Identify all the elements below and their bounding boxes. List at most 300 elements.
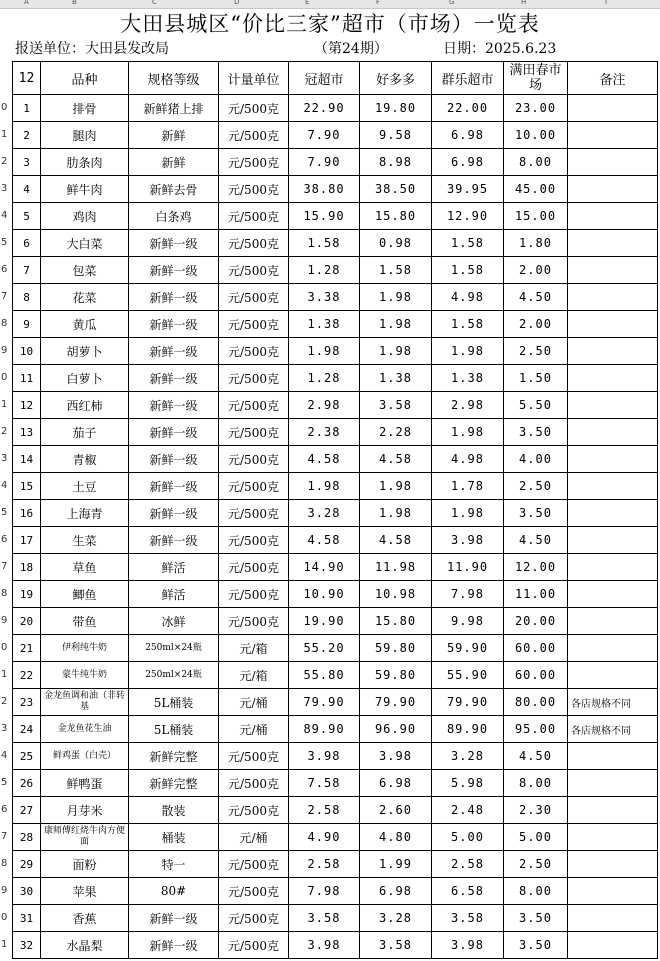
store4-price-cell[interactable]: 2.50 [504,338,568,365]
unit-cell[interactable]: 元/箱 [219,635,289,662]
grade-cell[interactable]: 新鲜一级 [129,392,219,419]
store3-price-cell[interactable]: 12.90 [432,203,504,230]
store3-price-cell[interactable]: 1.98 [432,338,504,365]
store4-price-cell[interactable]: 60.00 [504,635,568,662]
store3-price-cell[interactable]: 3.98 [432,932,504,959]
grade-cell[interactable]: 新鲜一级 [129,257,219,284]
variety-cell[interactable]: 草鱼 [41,554,129,581]
store3-price-cell[interactable]: 1.78 [432,473,504,500]
note-cell[interactable] [568,797,658,824]
store3-price-cell[interactable]: 79.90 [432,689,504,716]
row-number[interactable]: 8 [1,858,8,869]
row-index-cell[interactable]: 13 [13,419,41,446]
variety-cell[interactable]: 生菜 [41,527,129,554]
store1-price-cell[interactable]: 1.98 [289,473,360,500]
store4-price-cell[interactable]: 80.00 [504,689,568,716]
unit-cell[interactable]: 元/500克 [219,770,289,797]
store1-price-cell[interactable]: 19.90 [289,608,360,635]
variety-cell[interactable]: 胡萝卜 [41,338,129,365]
variety-cell[interactable]: 面粉 [41,851,129,878]
note-cell[interactable] [568,473,658,500]
unit-cell[interactable]: 元/箱 [219,662,289,689]
store1-price-cell[interactable]: 3.58 [289,905,360,932]
store1-price-cell[interactable]: 14.90 [289,554,360,581]
row-number[interactable]: 2 [1,696,8,707]
row-number[interactable]: 7 [1,291,8,302]
unit-cell[interactable]: 元/500克 [219,851,289,878]
store3-price-cell[interactable]: 5.98 [432,770,504,797]
variety-cell[interactable]: 青椒 [41,446,129,473]
store1-price-cell[interactable]: 2.58 [289,797,360,824]
store4-price-cell[interactable]: 2.00 [504,311,568,338]
row-number[interactable]: 1 [1,669,8,680]
store3-price-cell[interactable]: 1.38 [432,365,504,392]
header-store3[interactable]: 群乐超市 [432,62,504,95]
store2-price-cell[interactable]: 1.98 [360,338,432,365]
row-index-cell[interactable]: 24 [13,716,41,743]
variety-cell[interactable]: 苹果 [41,878,129,905]
unit-cell[interactable]: 元/桶 [219,689,289,716]
store3-price-cell[interactable]: 4.98 [432,284,504,311]
unit-cell[interactable]: 元/500克 [219,338,289,365]
column-letter-e[interactable]: E [305,0,310,6]
store3-price-cell[interactable]: 3.98 [432,527,504,554]
unit-cell[interactable]: 元/500克 [219,95,289,122]
unit-cell[interactable]: 元/500克 [219,419,289,446]
store4-price-cell[interactable]: 2.50 [504,473,568,500]
column-letter-c[interactable]: C [152,0,157,6]
row-number[interactable]: 9 [1,345,8,356]
store1-price-cell[interactable]: 7.90 [289,122,360,149]
variety-cell[interactable]: 金龙鱼调和油（非转基 [41,689,129,716]
row-number[interactable]: 5 [1,237,8,248]
note-cell[interactable] [568,149,658,176]
row-index-cell[interactable]: 20 [13,608,41,635]
header-store1[interactable]: 冠超市 [289,62,360,95]
grade-cell[interactable]: 新鲜一级 [129,905,219,932]
header-store2[interactable]: 好多多 [360,62,432,95]
note-cell[interactable] [568,581,658,608]
store1-price-cell[interactable]: 3.38 [289,284,360,311]
store1-price-cell[interactable]: 38.80 [289,176,360,203]
variety-cell[interactable]: 西红柿 [41,392,129,419]
store4-price-cell[interactable]: 2.30 [504,797,568,824]
column-letter-h[interactable]: H [521,0,527,6]
variety-cell[interactable]: 鲜牛肉 [41,176,129,203]
store4-price-cell[interactable]: 2.00 [504,257,568,284]
row-index-cell[interactable]: 8 [13,284,41,311]
row-number[interactable]: 4 [1,210,8,221]
note-cell[interactable] [568,446,658,473]
note-cell[interactable] [568,338,658,365]
row-number[interactable]: 2 [1,156,8,167]
store3-price-cell[interactable]: 1.98 [432,419,504,446]
row-number[interactable]: 5 [1,507,8,518]
variety-cell[interactable]: 腿肉 [41,122,129,149]
store1-price-cell[interactable]: 3.98 [289,932,360,959]
unit-cell[interactable]: 元/500克 [219,365,289,392]
row-number[interactable]: 7 [1,831,8,842]
unit-cell[interactable]: 元/500克 [219,392,289,419]
store3-price-cell[interactable]: 22.00 [432,95,504,122]
grade-cell[interactable]: 5L桶装 [129,689,219,716]
variety-cell[interactable]: 排骨 [41,95,129,122]
store4-price-cell[interactable]: 15.00 [504,203,568,230]
store1-price-cell[interactable]: 1.28 [289,257,360,284]
grade-cell[interactable]: 鲜活 [129,554,219,581]
store2-price-cell[interactable]: 8.98 [360,149,432,176]
row-index-cell[interactable]: 25 [13,743,41,770]
store1-price-cell[interactable]: 22.90 [289,95,360,122]
store2-price-cell[interactable]: 96.90 [360,716,432,743]
store4-price-cell[interactable]: 3.50 [504,905,568,932]
variety-cell[interactable]: 水晶梨 [41,932,129,959]
store2-price-cell[interactable]: 3.58 [360,932,432,959]
store1-price-cell[interactable]: 3.98 [289,743,360,770]
header-note[interactable]: 备注 [568,62,658,95]
grade-cell[interactable]: 散装 [129,797,219,824]
note-cell[interactable] [568,284,658,311]
store2-price-cell[interactable]: 4.58 [360,446,432,473]
store1-price-cell[interactable]: 7.58 [289,770,360,797]
row-index-cell[interactable]: 1 [13,95,41,122]
grade-cell[interactable]: 新鲜一级 [129,446,219,473]
store2-price-cell[interactable]: 3.98 [360,743,432,770]
store4-price-cell[interactable]: 5.00 [504,824,568,851]
store3-price-cell[interactable]: 89.90 [432,716,504,743]
column-letter-a[interactable]: A [24,0,29,6]
store2-price-cell[interactable]: 0.98 [360,230,432,257]
row-index-cell[interactable]: 6 [13,230,41,257]
variety-cell[interactable]: 鸡肉 [41,203,129,230]
store3-price-cell[interactable]: 2.98 [432,392,504,419]
unit-cell[interactable]: 元/500克 [219,311,289,338]
variety-cell[interactable]: 白萝卜 [41,365,129,392]
unit-cell[interactable]: 元/500克 [219,527,289,554]
store3-price-cell[interactable]: 9.98 [432,608,504,635]
unit-cell[interactable]: 元/500克 [219,608,289,635]
variety-cell[interactable]: 伊利纯牛奶 [41,635,129,662]
store2-price-cell[interactable]: 1.98 [360,500,432,527]
store4-price-cell[interactable]: 2.50 [504,851,568,878]
variety-cell[interactable]: 肋条肉 [41,149,129,176]
grade-cell[interactable]: 特一 [129,851,219,878]
row-index-cell[interactable]: 29 [13,851,41,878]
row-number[interactable]: 6 [1,534,8,545]
variety-cell[interactable]: 茄子 [41,419,129,446]
variety-cell[interactable]: 上海青 [41,500,129,527]
unit-cell[interactable]: 元/500克 [219,203,289,230]
row-number[interactable]: 3 [1,183,8,194]
note-cell[interactable] [568,392,658,419]
store3-price-cell[interactable]: 55.90 [432,662,504,689]
row-index-cell[interactable]: 16 [13,500,41,527]
store4-price-cell[interactable]: 4.50 [504,284,568,311]
row-number[interactable]: 1 [1,939,8,950]
note-cell[interactable] [568,122,658,149]
row-number[interactable]: 4 [1,750,8,761]
grade-cell[interactable]: 新鲜猪上排 [129,95,219,122]
unit-cell[interactable]: 元/500克 [219,878,289,905]
row-number[interactable]: 8 [1,318,8,329]
row-index-cell[interactable]: 2 [13,122,41,149]
store2-price-cell[interactable]: 15.80 [360,203,432,230]
store4-price-cell[interactable]: 1.80 [504,230,568,257]
store2-price-cell[interactable]: 1.98 [360,473,432,500]
row-number[interactable]: 5 [1,777,8,788]
row-index-cell[interactable]: 30 [13,878,41,905]
row-number[interactable]: 9 [1,885,8,896]
column-letter-b[interactable]: B [72,0,77,6]
store1-price-cell[interactable]: 79.90 [289,689,360,716]
store1-price-cell[interactable]: 2.98 [289,392,360,419]
note-cell[interactable] [568,176,658,203]
store1-price-cell[interactable]: 4.90 [289,824,360,851]
variety-cell[interactable]: 金龙鱼花生油 [41,716,129,743]
store1-price-cell[interactable]: 7.90 [289,149,360,176]
row-index-cell[interactable]: 3 [13,149,41,176]
row-index-cell[interactable]: 17 [13,527,41,554]
grade-cell[interactable]: 新鲜一级 [129,473,219,500]
store2-price-cell[interactable]: 2.60 [360,797,432,824]
grade-cell[interactable]: 新鲜一级 [129,365,219,392]
store1-price-cell[interactable]: 10.90 [289,581,360,608]
store1-price-cell[interactable]: 15.90 [289,203,360,230]
note-cell[interactable] [568,554,658,581]
note-cell[interactable] [568,824,658,851]
row-number[interactable]: 1 [1,129,8,140]
row-index-cell[interactable]: 18 [13,554,41,581]
note-cell[interactable] [568,851,658,878]
note-cell[interactable]: 各店规格不同 [568,689,658,716]
column-letter-i[interactable]: I [605,0,608,6]
unit-cell[interactable]: 元/500克 [219,554,289,581]
store2-price-cell[interactable]: 15.80 [360,608,432,635]
store2-price-cell[interactable]: 9.58 [360,122,432,149]
store3-price-cell[interactable]: 39.95 [432,176,504,203]
unit-cell[interactable]: 元/500克 [219,230,289,257]
grade-cell[interactable]: 新鲜一级 [129,527,219,554]
note-cell[interactable] [568,230,658,257]
row-index-cell[interactable]: 9 [13,311,41,338]
grade-cell[interactable]: 新鲜完整 [129,743,219,770]
note-cell[interactable] [568,743,658,770]
row-index-cell[interactable]: 22 [13,662,41,689]
store1-price-cell[interactable]: 1.58 [289,230,360,257]
row-index-cell[interactable]: 5 [13,203,41,230]
variety-cell[interactable]: 土豆 [41,473,129,500]
store4-price-cell[interactable]: 11.00 [504,581,568,608]
row-index-cell[interactable]: 7 [13,257,41,284]
grade-cell[interactable]: 新鲜 [129,122,219,149]
grade-cell[interactable]: 5L桶装 [129,716,219,743]
header-grade[interactable]: 规格等级 [129,62,219,95]
store3-price-cell[interactable]: 2.48 [432,797,504,824]
store4-price-cell[interactable]: 23.00 [504,95,568,122]
store4-price-cell[interactable]: 60.00 [504,662,568,689]
store3-price-cell[interactable]: 4.98 [432,446,504,473]
variety-cell[interactable]: 香蕉 [41,905,129,932]
store1-price-cell[interactable]: 2.58 [289,851,360,878]
unit-cell[interactable]: 元/500克 [219,149,289,176]
grade-cell[interactable]: 新鲜一级 [129,311,219,338]
row-number[interactable]: 6 [1,804,8,815]
note-cell[interactable] [568,770,658,797]
note-cell[interactable] [568,932,658,959]
unit-cell[interactable]: 元/500克 [219,581,289,608]
store4-price-cell[interactable]: 10.00 [504,122,568,149]
store4-price-cell[interactable]: 8.00 [504,878,568,905]
note-cell[interactable] [568,257,658,284]
unit-cell[interactable]: 元/500克 [219,743,289,770]
store3-price-cell[interactable]: 5.00 [432,824,504,851]
unit-cell[interactable]: 元/500克 [219,932,289,959]
store3-price-cell[interactable]: 7.98 [432,581,504,608]
row-number[interactable]: 4 [1,480,8,491]
store2-price-cell[interactable]: 38.50 [360,176,432,203]
row-number[interactable]: 7 [1,561,8,572]
store2-price-cell[interactable]: 10.98 [360,581,432,608]
variety-cell[interactable]: 鲜鸭蛋 [41,770,129,797]
column-letter-d[interactable]: D [234,0,240,6]
row-index-cell[interactable]: 4 [13,176,41,203]
store4-price-cell[interactable]: 3.50 [504,500,568,527]
unit-cell[interactable]: 元/500克 [219,176,289,203]
variety-cell[interactable]: 月芽米 [41,797,129,824]
row-number[interactable]: 0 [1,372,8,383]
note-cell[interactable] [568,500,658,527]
variety-cell[interactable]: 花菜 [41,284,129,311]
grade-cell[interactable]: 白条鸡 [129,203,219,230]
row-index-cell[interactable]: 10 [13,338,41,365]
note-cell[interactable]: 各店规格不同 [568,716,658,743]
grade-cell[interactable]: 新鲜去骨 [129,176,219,203]
store3-price-cell[interactable]: 11.90 [432,554,504,581]
row-number[interactable]: 3 [1,453,8,464]
row-number[interactable]: 1 [1,399,8,410]
variety-cell[interactable]: 蒙牛纯牛奶 [41,662,129,689]
grade-cell[interactable]: 桶装 [129,824,219,851]
store3-price-cell[interactable]: 1.58 [432,257,504,284]
row-index-cell[interactable]: 19 [13,581,41,608]
variety-cell[interactable]: 包菜 [41,257,129,284]
grade-cell[interactable]: 新鲜一级 [129,932,219,959]
store3-price-cell[interactable]: 1.98 [432,500,504,527]
row-index-cell[interactable]: 21 [13,635,41,662]
store2-price-cell[interactable]: 3.28 [360,905,432,932]
unit-cell[interactable]: 元/500克 [219,905,289,932]
note-cell[interactable] [568,635,658,662]
unit-cell[interactable]: 元/500克 [219,446,289,473]
note-cell[interactable] [568,905,658,932]
note-cell[interactable] [568,608,658,635]
row-index-cell[interactable]: 11 [13,365,41,392]
variety-cell[interactable]: 鲜鸡蛋（白壳） [41,743,129,770]
grade-cell[interactable]: 250ml×24瓶 [129,635,219,662]
grade-cell[interactable]: 250ml×24瓶 [129,662,219,689]
unit-cell[interactable]: 元/500克 [219,500,289,527]
store4-price-cell[interactable]: 4.50 [504,743,568,770]
store2-price-cell[interactable]: 19.80 [360,95,432,122]
row-number[interactable]: 8 [1,588,8,599]
column-letter-g[interactable]: G [449,0,455,6]
note-cell[interactable] [568,662,658,689]
row-index-cell[interactable]: 28 [13,824,41,851]
note-cell[interactable] [568,527,658,554]
note-cell[interactable] [568,878,658,905]
row-index-cell[interactable]: 26 [13,770,41,797]
grade-cell[interactable]: 鲜活 [129,581,219,608]
store1-price-cell[interactable]: 55.80 [289,662,360,689]
variety-cell[interactable]: 康师傅红烧牛肉方便面 [41,824,129,851]
row-number[interactable]: 0 [1,642,8,653]
store1-price-cell[interactable]: 4.58 [289,446,360,473]
row-number[interactable]: 2 [1,426,8,437]
row-index-cell[interactable]: 14 [13,446,41,473]
row-index-cell[interactable]: 27 [13,797,41,824]
row-index-cell[interactable]: 32 [13,932,41,959]
grade-cell[interactable]: 新鲜一级 [129,500,219,527]
store1-price-cell[interactable]: 2.38 [289,419,360,446]
store1-price-cell[interactable]: 89.90 [289,716,360,743]
grade-cell[interactable]: 冰鲜 [129,608,219,635]
unit-cell[interactable]: 元/500克 [219,257,289,284]
store2-price-cell[interactable]: 1.99 [360,851,432,878]
unit-cell[interactable]: 元/桶 [219,824,289,851]
unit-cell[interactable]: 元/500克 [219,797,289,824]
store2-price-cell[interactable]: 6.98 [360,770,432,797]
store1-price-cell[interactable]: 3.28 [289,500,360,527]
grade-cell[interactable]: 新鲜一级 [129,338,219,365]
header-variety[interactable]: 品种 [41,62,129,95]
store2-price-cell[interactable]: 2.28 [360,419,432,446]
store4-price-cell[interactable]: 45.00 [504,176,568,203]
row-number[interactable]: 0 [1,912,8,923]
row-number[interactable]: 9 [1,615,8,626]
note-cell[interactable] [568,365,658,392]
store2-price-cell[interactable]: 4.58 [360,527,432,554]
row-number[interactable]: 6 [1,264,8,275]
row-number[interactable]: 3 [1,723,8,734]
store3-price-cell[interactable]: 1.58 [432,311,504,338]
store4-price-cell[interactable]: 3.50 [504,932,568,959]
store2-price-cell[interactable]: 59.80 [360,635,432,662]
store2-price-cell[interactable]: 1.98 [360,284,432,311]
store4-price-cell[interactable]: 3.50 [504,419,568,446]
header-store4[interactable]: 满田春市场 [504,62,568,95]
store3-price-cell[interactable]: 6.98 [432,149,504,176]
unit-cell[interactable]: 元/500克 [219,473,289,500]
grade-cell[interactable]: 80# [129,878,219,905]
store4-price-cell[interactable]: 4.50 [504,527,568,554]
header-index[interactable]: 12 [13,62,41,95]
store1-price-cell[interactable]: 7.98 [289,878,360,905]
store3-price-cell[interactable]: 1.58 [432,230,504,257]
unit-cell[interactable]: 元/桶 [219,716,289,743]
column-letter-f[interactable]: F [376,0,381,6]
store3-price-cell[interactable]: 3.28 [432,743,504,770]
store2-price-cell[interactable]: 3.58 [360,392,432,419]
row-index-cell[interactable]: 31 [13,905,41,932]
note-cell[interactable] [568,311,658,338]
grade-cell[interactable]: 新鲜 [129,149,219,176]
grade-cell[interactable]: 新鲜一级 [129,419,219,446]
store3-price-cell[interactable]: 6.98 [432,122,504,149]
grade-cell[interactable]: 新鲜完整 [129,770,219,797]
variety-cell[interactable]: 鲫鱼 [41,581,129,608]
store2-price-cell[interactable]: 4.80 [360,824,432,851]
row-index-cell[interactable]: 15 [13,473,41,500]
